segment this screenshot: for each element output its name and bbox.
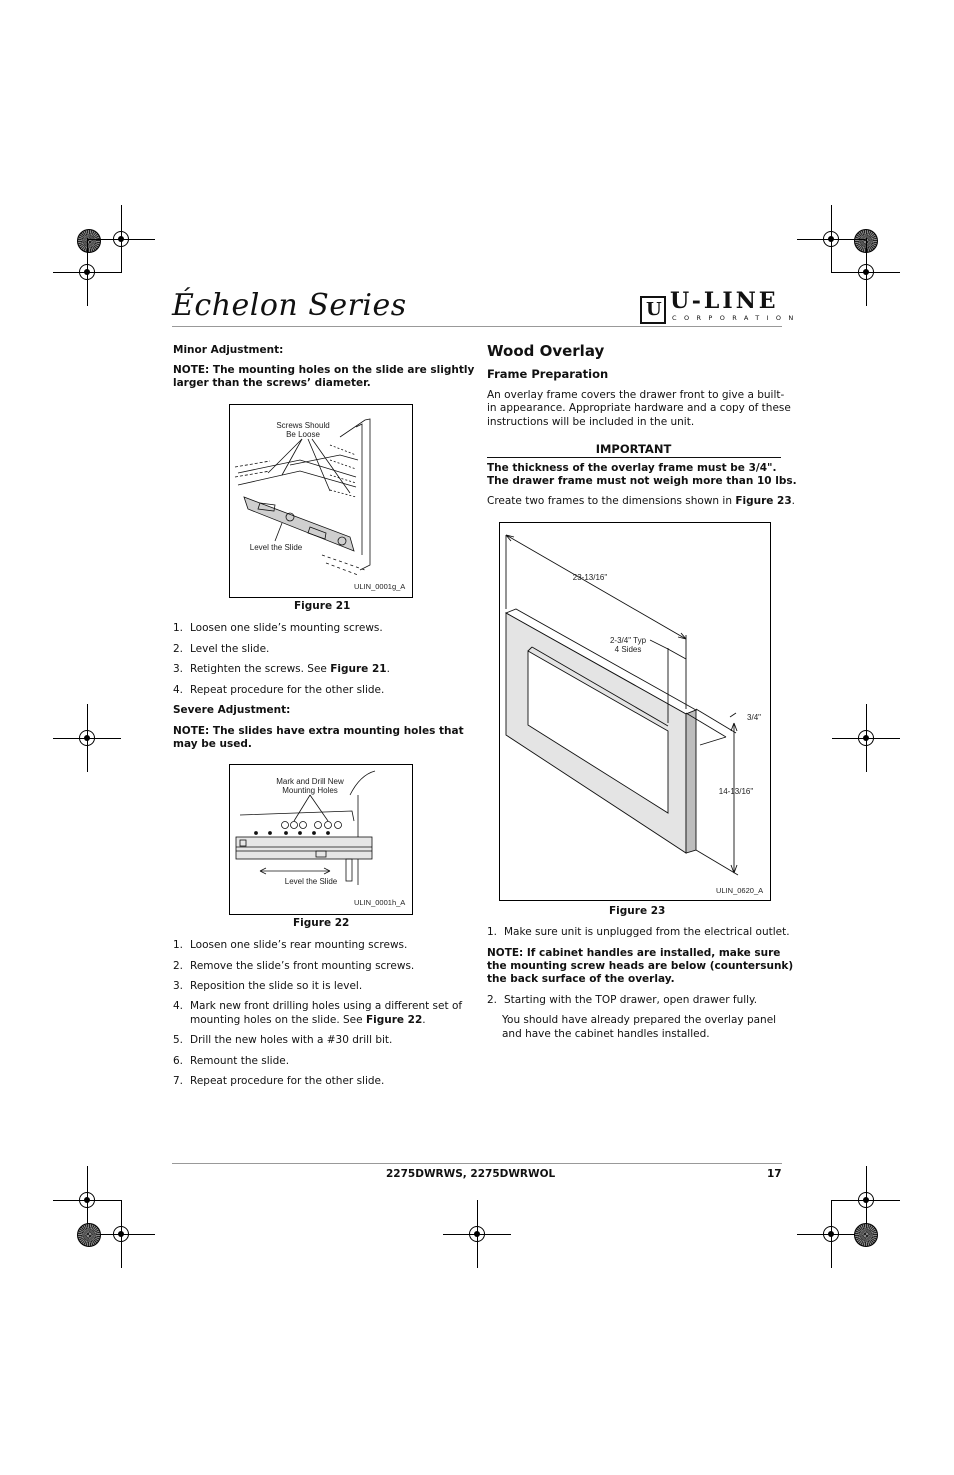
figure-22-caption: Figure 22 (293, 917, 350, 929)
severe-note-line-1: NOTE: The slides have extra mounting holes that (173, 725, 464, 737)
minor-note-line-2: larger than the screws’ diameter. (173, 377, 371, 389)
subheading: Frame Preparation (487, 367, 609, 381)
page-number: 17 (767, 1168, 782, 1180)
important-rule (487, 457, 781, 458)
figure-22-id: ULIN_0001h_A (354, 898, 406, 907)
important-label: IMPORTANT (595, 442, 672, 456)
footer-models: 2275DWRWS, 2275DWRWOL (386, 1168, 556, 1180)
series-title: Échelon Series (172, 288, 407, 323)
figure-22-level-label: Level the Slide (284, 877, 338, 886)
create-frames-text: Create two frames to the dimensions shown in Figure 23. (487, 495, 796, 507)
uline-logo-corporation: CORPORATION (672, 314, 801, 322)
wood-step-2-detail-1: You should have already prepared the overlay panel (502, 1014, 777, 1026)
important-line-1: The thickness of the overlay frame must be 3/4". (487, 462, 777, 474)
handles-note-line-3: the back surface of the overlay. (487, 973, 675, 985)
registration-disc (77, 1223, 101, 1247)
wood-step-2-detail-2: and have the cabinet handles installed. (502, 1028, 710, 1040)
section-title: Wood Overlay (487, 342, 605, 360)
handles-note-line-1: NOTE: If cabinet handles are installed, make sure (487, 947, 781, 959)
important-line-2: The drawer frame must not weigh more than 10 lbs. (487, 475, 797, 487)
intro-line-1: An overlay frame covers the drawer front to give a built- (487, 389, 785, 401)
figure-23-height-dim: 14-13/16" (718, 787, 754, 796)
figure-22 (229, 764, 413, 915)
figure-23 (499, 522, 771, 901)
severe-adjustment-heading: Severe Adjustment: (173, 704, 291, 716)
figure-23-id: ULIN_0620_A (716, 886, 764, 895)
uline-logo-mark: U (640, 296, 666, 324)
figure-21-id: ULIN_0001g_A (354, 582, 406, 591)
figure-23-typ-dim: 2-3/4" Typ 4 Sides (609, 636, 647, 654)
figure-23-illustration (500, 523, 770, 900)
registration-disc (77, 229, 101, 253)
figure-21 (229, 404, 413, 598)
minor-note-line-1: NOTE: The mounting holes on the slide are slightly (173, 364, 475, 376)
figure-23-caption: Figure 23 (609, 905, 666, 917)
figure-23-thickness-dim: 3/4" (747, 713, 761, 722)
minor-adjustment-heading: Minor Adjustment: (173, 344, 284, 356)
header-rule (172, 326, 782, 327)
registration-disc (854, 1223, 878, 1247)
uline-logo-name: U-LINE (670, 288, 779, 314)
severe-note-line-2: may be used. (173, 738, 252, 750)
handles-note-line-2: the mounting screw heads are below (countersunk) (487, 960, 794, 972)
footer-rule (172, 1163, 782, 1164)
intro-line-3: instructions will be included in the unit. (487, 416, 695, 428)
figure-21-caption: Figure 21 (294, 600, 351, 612)
figure-23-width-dim: 23-13/16" (572, 573, 608, 582)
intro-line-2: in appearance. Appropriate hardware and a copy of these (487, 402, 791, 414)
figure-21-screws-label: Screws Should Be Loose (276, 421, 330, 439)
figure-22-mark-label: Mark and Drill New Mounting Holes (276, 777, 344, 795)
figure-21-level-label: Level the Slide (249, 543, 303, 552)
